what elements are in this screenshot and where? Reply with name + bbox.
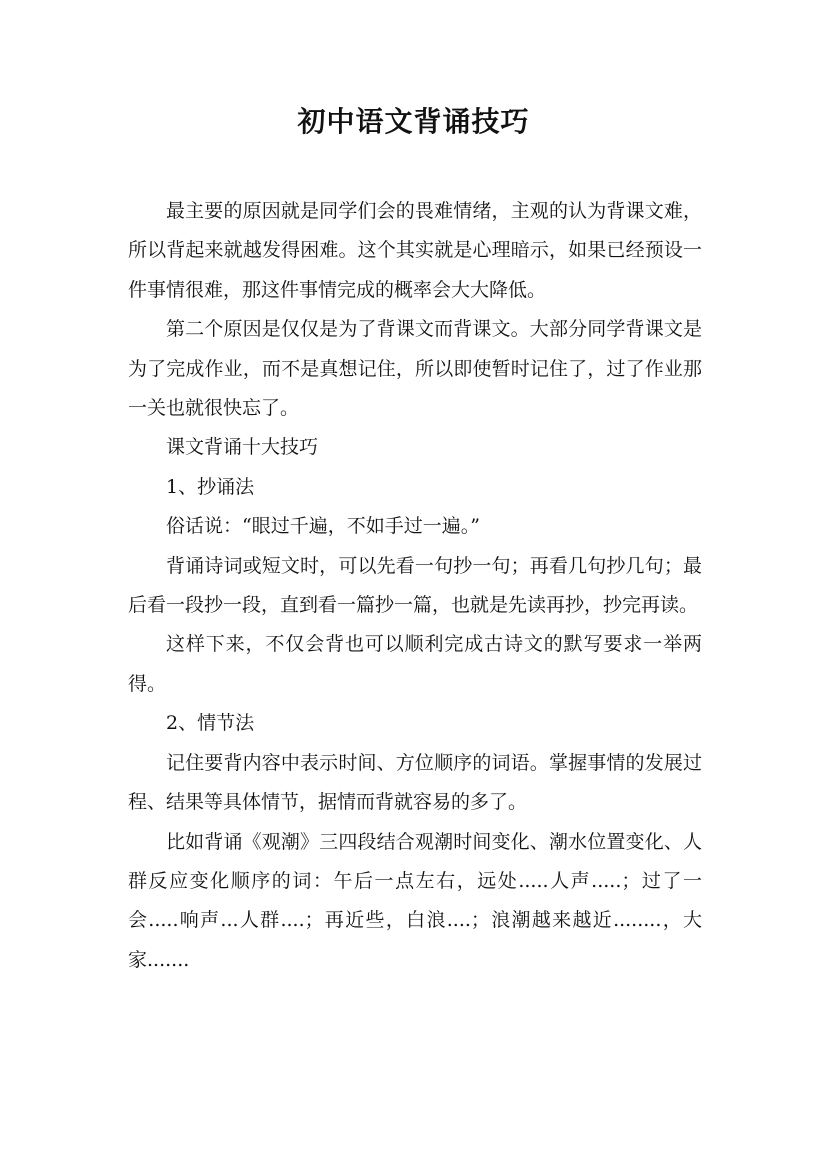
paragraph: 比如背诵《观潮》三四段结合观潮时间变化、潮水位置变化、人群反应变化顺序的词：午后一点左右，远处.....人声.....；过了一会.....响声...人群....；再近些，白浪....；浪潮越来越近........，大家....... (128, 830, 702, 971)
paragraph: 俗话说：“眼过千遍，不如手过一遍。” (166, 515, 480, 538)
paragraph: 最主要的原因就是同学们会的畏难情绪，主观的认为背课文难，所以背起来就越发得困难。这个其实就是心理暗示，如果已经预设一件事情很难，那这件事情完成的概率会大大降低。 (128, 200, 702, 301)
page-title: 初中语文背诵技巧 (297, 105, 530, 138)
paragraph: 记住要背内容中表示时间、方位顺序的词语。掌握事情的发展过程、结果等具体情节，据情而背就容易的多了。 (128, 751, 702, 814)
subsection-heading: 1、抄诵法 (166, 475, 255, 498)
subsection-heading: 2、情节法 (166, 712, 255, 735)
paragraph: 这样下来，不仅会背也可以顺利完成古诗文的默写要求一举两得。 (128, 633, 702, 695)
paragraph: 第二个原因是仅仅是为了背课文而背课文。大部分同学背课文是为了完成作业，而不是真想记住，所以即使暂时记住了，过了作业那一关也就很快忘了。 (128, 318, 702, 420)
paragraph: 背诵诗词或短文时，可以先看一句抄一句；再看几句抄几句；最后看一段抄一段，直到看一篇抄一篇，也就是先读再抄，抄完再读。 (128, 554, 702, 617)
document-body (128, 192, 702, 980)
section-heading: 课文背诵十大技巧 (166, 436, 319, 459)
